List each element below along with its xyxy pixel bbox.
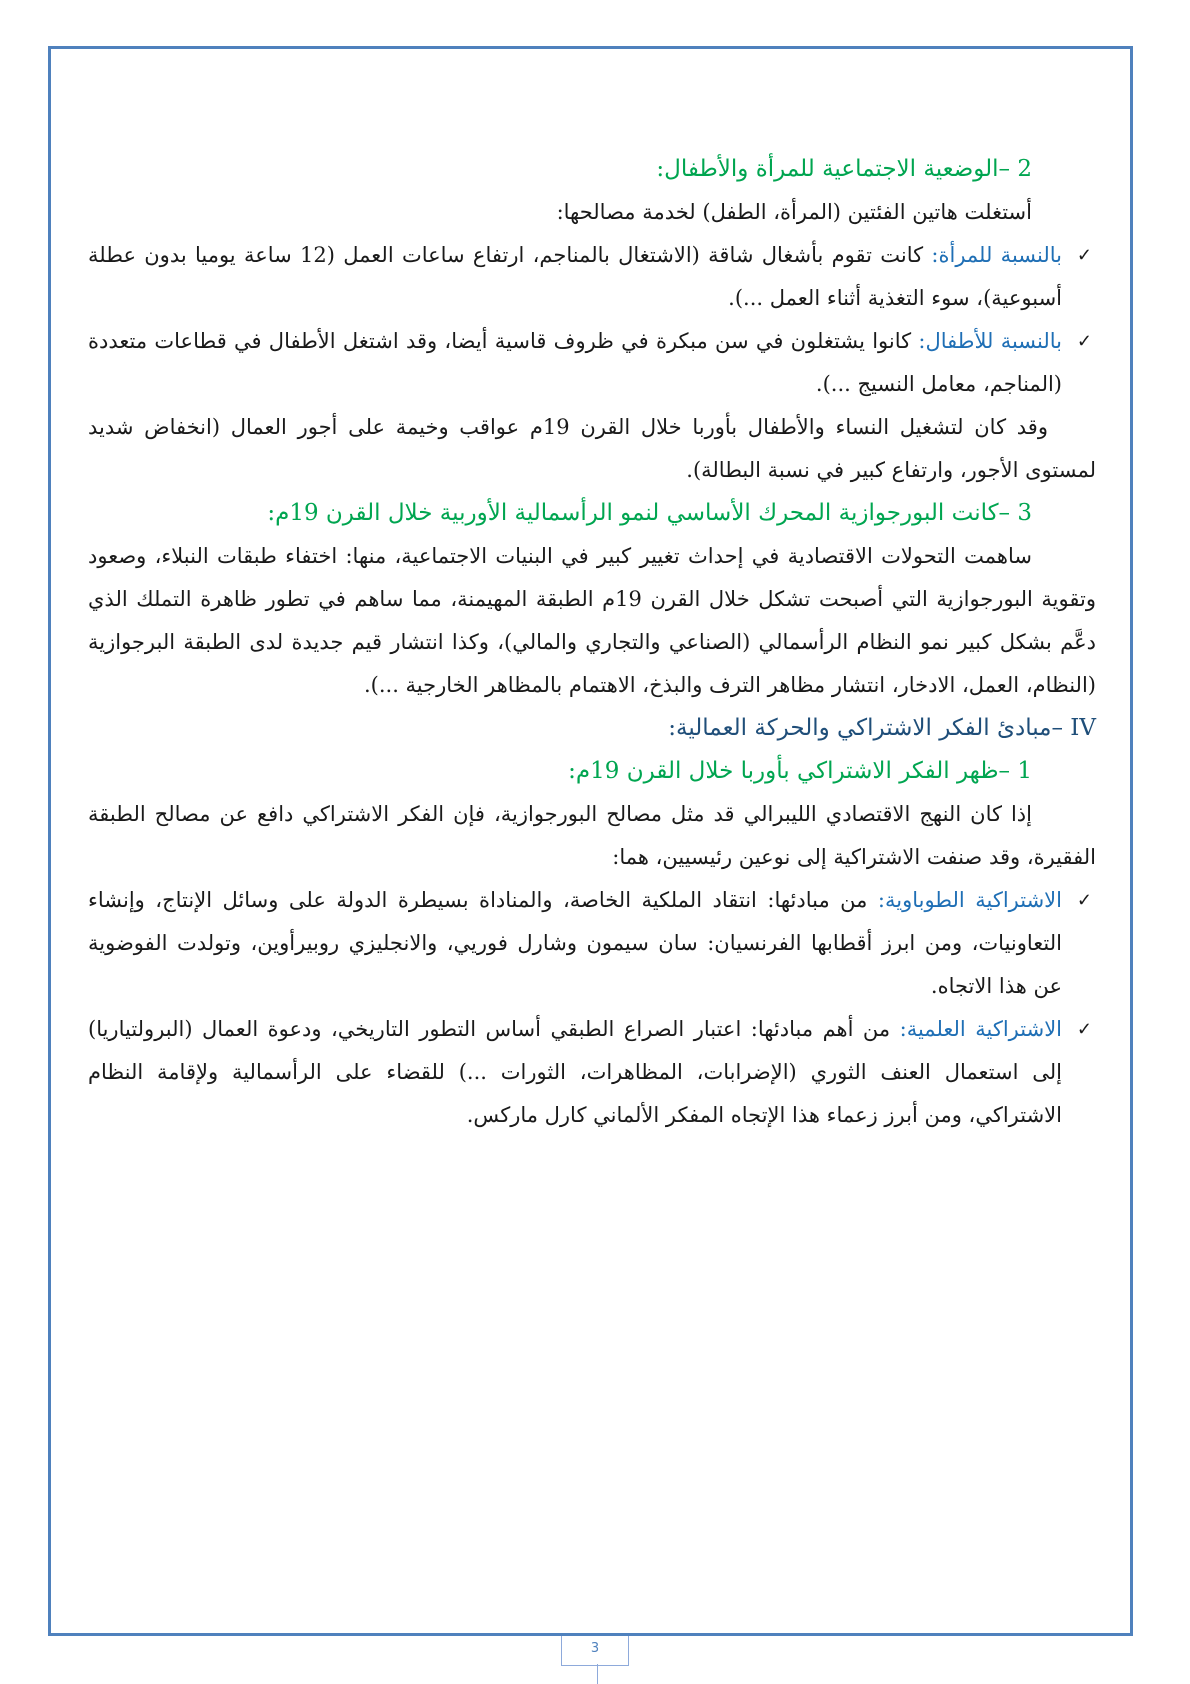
bullet-children — [88, 320, 1096, 406]
page-number: 3 — [561, 1636, 629, 1666]
bullet-scientific-socialism — [88, 1008, 1096, 1137]
document-body — [88, 148, 1096, 1137]
bullet-label: الاشتراكية الطوباوية: — [877, 888, 1062, 912]
section-2-intro: أستغلت هاتين الفئتين (المرأة، الطفل) لخدمة مصالحها: — [556, 200, 1032, 224]
checkmark-icon: ✓ — [1076, 1019, 1092, 1040]
checkmark-icon: ✓ — [1076, 890, 1092, 911]
bullet-utopian-socialism — [88, 879, 1096, 1008]
bullet-women — [88, 234, 1096, 320]
checkmark-icon: ✓ — [1076, 331, 1092, 352]
section-3-paragraph: ساهمت التحولات الاقتصادية في إحداث تغيير كبير في البنيات الاجتماعية، منها: اختفاء طبقات النبلاء، وصعود وتقوية البورجوازية التي أصبحت تشكل خلال القرن 19م الطبقة المهيمنة، مما ساهم في تطور ظاهرة التملك الذي دعَّم بشكل كبير نمو النظام الرأسمالي (الصناعي والتجاري والمالي)، وكذا انتشار قيم جديدة لدى الطبقة البرجوازية (النظام، العمل، الادخار، انتشار مظاهر الترف والبذخ، الاهتمام بالمظاهر الخارجية ...). — [88, 544, 1096, 697]
part-4-heading: IV –مبادئ الفكر الاشتراكي والحركة العمالية: — [668, 715, 1096, 741]
bullet-label: بالنسبة للأطفال: — [918, 329, 1062, 353]
section-4-1-paragraph: إذا كان النهج الاقتصادي الليبرالي قد مثل مصالح البورجوازية، فإن الفكر الاشتراكي دافع عن مصالح الطبقة الفقيرة، وقد صنفت الاشتراكية إلى نوعين رئيسيين، هما: — [88, 802, 1096, 869]
bullet-label: بالنسبة للمرأة: — [931, 243, 1062, 267]
section-3-heading: 3 –كانت البورجوازية المحرك الأساسي لنمو الرأسمالية الأوربية خلال القرن 19م: — [267, 500, 1032, 526]
bullet-text: من أهم مبادئها: اعتبار الصراع الطبقي أساس التطور التاريخي، ودعوة العمال (البرولتياريا) إلى استعمال العنف الثوري (الإضرابات، المظاهرات، الثورات ...) للقضاء على الرأسمالية ولإقامة النظام الاشتراكي، ومن أبرز زعماء هذا الإتجاه المفكر الألماني كارل ماركس. — [88, 1017, 1062, 1127]
bullet-text: كانوا يشتغلون في سن مبكرة في ظروف قاسية أيضا، وقد اشتغل الأطفال في قطاعات متعددة (المناجم، معامل النسيج ...). — [88, 329, 1062, 396]
section-2-heading: 2 –الوضعية الاجتماعية للمرأة والأطفال: — [656, 156, 1032, 182]
section-4-1-heading: 1 –ظهر الفكر الاشتراكي بأوربا خلال القرن 19م: — [568, 758, 1032, 784]
bullet-text: من مبادئها: انتقاد الملكية الخاصة، والمناداة بسيطرة الدولة على وسائل الإنتاج، وإنشاء التعاونيات، ومن ابرز أقطابها الفرنسيان: سان سيمون وشارل فوريي، والانجليزي روبيرأوين، وتولدت الفوضوية عن هذا الاتجاه. — [88, 888, 1062, 998]
bullet-text: كانت تقوم بأشغال شاقة (الاشتغال بالمناجم، ارتفاع ساعات العمل (12 ساعة يوميا بدون عطلة أسبوعية)، سوء التغذية أثناء العمل ...). — [88, 243, 1062, 310]
footer-line — [597, 1664, 598, 1684]
checkmark-icon: ✓ — [1076, 245, 1092, 266]
bullet-label: الاشتراكية العلمية: — [899, 1017, 1062, 1041]
section-2-closing: وقد كان لتشغيل النساء والأطفال بأوربا خلال القرن 19م عواقب وخيمة على أجور العمال (انخفاض شديد لمستوى الأجور، وارتفاع كبير في نسبة البطالة). — [88, 415, 1096, 482]
